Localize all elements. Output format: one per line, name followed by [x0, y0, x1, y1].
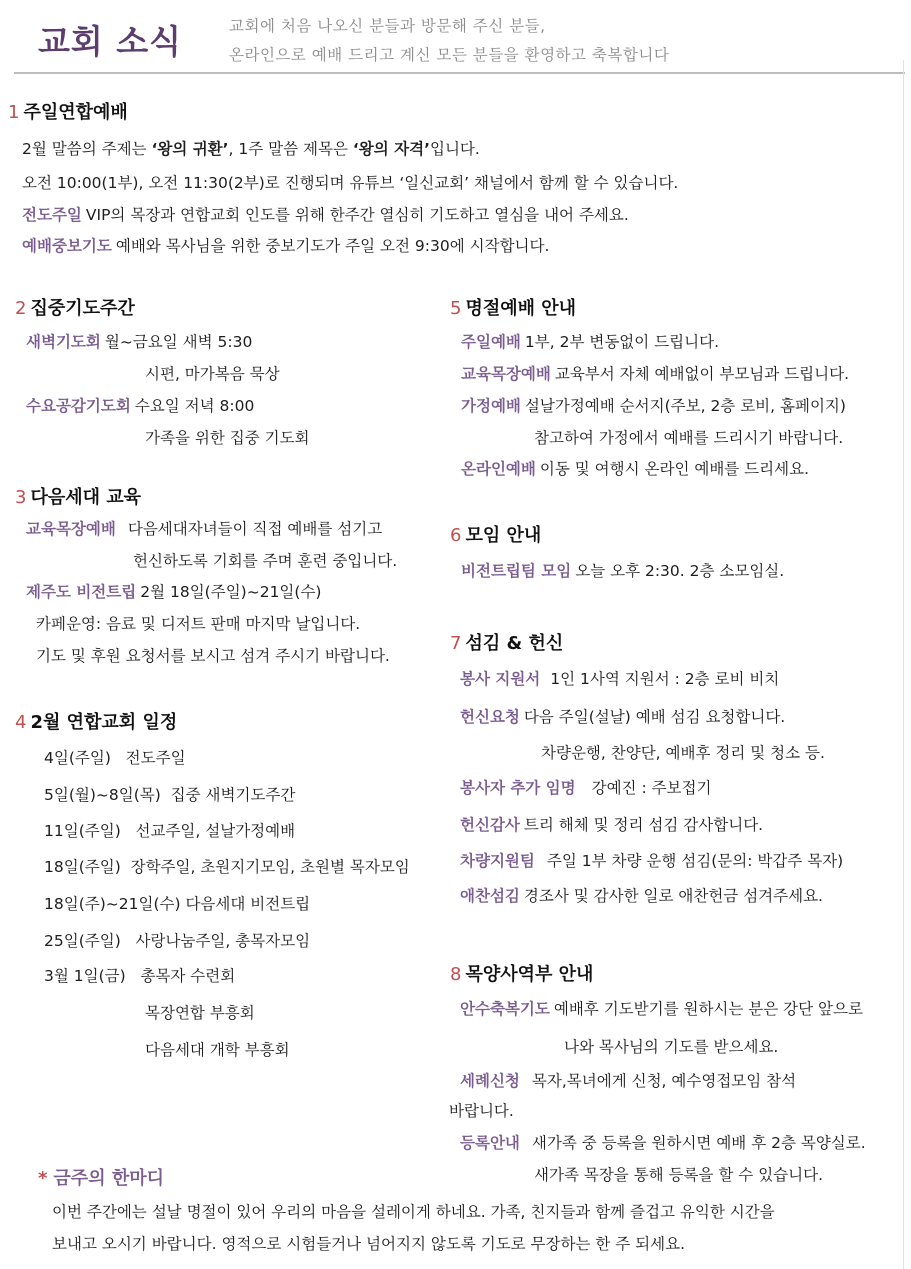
item-text: VIP의 목장과 연합교회 인도를 위해 한주간 열심히 기도하고 열심을 내어 주세요.	[85, 206, 629, 224]
section-5-heading	[450, 294, 576, 320]
text: , 1주 말씀 제목은	[228, 140, 353, 158]
s2-item-2-sub: 가족을 위한 집중 기도회	[145, 429, 310, 447]
section-3-heading	[15, 483, 141, 509]
item-text: 강예진 : 주보접기	[591, 779, 712, 797]
item-text: 1부, 2부 변동없이 드립니다.	[524, 333, 719, 351]
list-item: 18일(주)~21일(수) 다음세대 비전트립	[44, 895, 311, 913]
section-title: 모임 안내	[465, 525, 542, 546]
s1-prayer-line	[22, 234, 549, 256]
list-item: 3월 1일(금) 총목자 수련회	[44, 967, 236, 985]
list-item: 25일(주일) 사랑나눔주일, 총목자모임	[44, 932, 311, 950]
list-item-sub: 다음세대 개학 부흥회	[145, 1041, 290, 1059]
section-title: 섬김 & 헌신	[465, 633, 564, 654]
s7-item-5	[460, 849, 843, 871]
s8-item-1-sub: 나와 목사님의 기도를 받으세요.	[564, 1038, 779, 1056]
s1-schedule-line: 오전 10:00(1부), 오전 11:30(2부)로 진행되며 유튜브 ‘일신교회’ 채널에서 함께 할 수 있습니다.	[22, 174, 679, 192]
item-key: 새벽기도회	[26, 333, 101, 351]
header-divider	[14, 72, 905, 74]
item-text: 트리 해체 및 정리 섬김 감사합니다.	[523, 816, 764, 834]
sermon-theme: ‘왕의 귀환’	[151, 140, 229, 158]
s6-item-1	[461, 559, 784, 581]
s2-item-1-sub: 시편, 마가복음 묵상	[145, 365, 280, 383]
item-key: 헌신요청	[460, 708, 520, 726]
text: 입니다.	[429, 140, 480, 158]
item-key: 가정예배	[461, 397, 521, 415]
message-title: 금주의 한마디	[53, 1168, 165, 1189]
item-key: 차량지원팀	[460, 852, 535, 870]
item-text: 설날가정예배 순서지(주보, 2층 로비, 홈페이지)	[524, 397, 846, 415]
s3-item-2	[26, 580, 321, 602]
item-text: 이동 및 여행시 온라인 예배를 드리세요.	[539, 460, 810, 478]
item-text: 새가족 중 등록을 원하시면 예배 후 2층 목양실로.	[531, 1134, 866, 1152]
star-icon: *	[38, 1168, 48, 1189]
section-2-heading	[15, 294, 135, 320]
section-7-heading	[450, 629, 563, 655]
section-number: 7	[450, 633, 462, 654]
s8-item-3-sub: 새가족 목장을 통해 등록을 할 수 있습니다.	[534, 1166, 824, 1184]
section-title: 다음세대 교육	[30, 487, 142, 508]
item-text: 1인 1사역 지원서 : 2층 로비 비치	[550, 670, 780, 688]
section-number: 5	[450, 298, 462, 319]
message-line-1: 이번 주간에는 설날 명절이 있어 우리의 마음을 설레이게 하네요. 가족, 친지들과 함께 즐겁고 유익한 시간을	[52, 1203, 775, 1221]
s5-item-2	[461, 362, 849, 384]
section-number: 4	[15, 712, 27, 733]
section-1-heading	[8, 98, 128, 124]
list-item: 11일(주일) 선교주일, 설날가정예배	[44, 822, 296, 840]
item-text: 2월 18일(주일)~21일(수)	[140, 583, 322, 601]
item-key: 애찬섬김	[460, 887, 520, 905]
section-title: 목양사역부 안내	[465, 964, 594, 985]
item-key: 세례신청	[460, 1072, 520, 1090]
s7-item-2	[460, 705, 785, 727]
page-title: 교회 소식	[38, 22, 183, 61]
item-key: 봉사자 추가 임명	[460, 779, 576, 797]
s7-item-3	[460, 776, 712, 798]
s5-item-1	[461, 330, 719, 352]
list-item-sub: 목장연합 부흥회	[145, 1004, 255, 1022]
section-title: 명절예배 안내	[465, 298, 577, 319]
item-text: 다음세대자녀들이 직접 예배를 섬기고	[127, 520, 383, 538]
item-key: 등록안내	[460, 1134, 520, 1152]
s7-item-2-sub: 차량운행, 찬양단, 예배후 정리 및 청소 등.	[541, 744, 825, 762]
item-text: 예배와 목사님을 위한 중보기도가 주일 오전 9:30에 시작합니다.	[115, 237, 550, 255]
message-heading	[38, 1164, 164, 1190]
item-text: 주일 1부 차량 운행 섬김(문의: 박갑주 목자)	[546, 852, 844, 870]
s8-item-1	[460, 997, 863, 1019]
section-number: 6	[450, 525, 462, 546]
item-key: 교육목장예배	[461, 365, 551, 383]
item-text: 목자,목녀에게 신청, 예수영접모임 참석	[531, 1072, 797, 1090]
section-6-heading	[450, 521, 541, 547]
s1-evangelism-line	[22, 203, 629, 225]
text: 2월 말씀의 주제는	[22, 140, 152, 158]
intro-line-1: 교회에 처음 나오신 분들과 방문해 주신 분들,	[229, 17, 546, 35]
item-text: 다음 주일(설날) 예배 섬김 요청합니다.	[523, 708, 786, 726]
s3-item-1-sub: 헌신하도록 기회를 주며 훈련 중입니다.	[133, 552, 398, 570]
item-key: 제주도 비전트립	[26, 583, 137, 601]
item-text: 수요일 저녁 8:00	[134, 397, 255, 415]
item-text: 월~금요일 새벽 5:30	[104, 333, 253, 351]
section-title: 2월 연합교회 일정	[30, 712, 178, 733]
section-title: 집중기도주간	[30, 298, 135, 319]
s3-item-1	[26, 517, 382, 539]
list-item: 4일(주일) 전도주일	[44, 749, 186, 767]
message-line-2: 보내고 오시기 바랍니다. 영적으로 시험들거나 넘어지지 않도록 기도로 무장하는 한 주 되세요.	[52, 1235, 686, 1253]
item-key: 예배중보기도	[22, 237, 112, 255]
s8-item-3	[460, 1131, 866, 1153]
sermon-title: ‘왕의 자격’	[352, 140, 430, 158]
item-text: 교육부서 자체 예배없이 부모님과 드립니다.	[554, 365, 849, 383]
list-item: 18일(주일) 장학주일, 초원지기모임, 초원별 목자모임	[44, 858, 410, 876]
page-edge-line	[903, 60, 904, 1269]
s7-item-6	[460, 884, 823, 906]
section-number: 1	[8, 102, 20, 123]
s2-item-2	[26, 394, 254, 416]
s2-item-1	[26, 330, 252, 352]
section-number: 2	[15, 298, 27, 319]
s7-item-4	[460, 813, 763, 835]
item-text: 예배후 기도받기를 원하시는 분은 강단 앞으로	[553, 1000, 863, 1018]
item-key: 수요공감기도회	[26, 397, 131, 415]
item-key: 봉사 지원서	[460, 670, 541, 688]
list-item: 5일(월)~8일(목) 집중 새벽기도주간	[44, 786, 296, 804]
s3-support-line: 기도 및 후원 요청서를 보시고 섬겨 주시기 바랍니다.	[36, 647, 390, 665]
item-key: 주일예배	[461, 333, 521, 351]
s8-item-2-sub: 바랍니다.	[449, 1102, 514, 1120]
item-text: 경조사 및 감사한 일로 애찬헌금 섬겨주세요.	[523, 887, 823, 905]
s3-cafe-line: 카페운영: 음료 및 디저트 판매 마지막 날입니다.	[36, 615, 361, 633]
s5-item-3	[461, 394, 846, 416]
item-key: 비전트립팀 모임	[461, 562, 572, 580]
section-title: 주일연합예배	[23, 102, 128, 123]
s7-item-1	[460, 667, 779, 689]
s5-item-4	[461, 457, 809, 479]
item-key: 헌신감사	[460, 816, 520, 834]
intro-line-2: 온라인으로 예배 드리고 계신 모든 분들을 환영하고 축복합니다	[229, 46, 670, 64]
item-text: 오늘 오후 2:30. 2층 소모임실.	[575, 562, 785, 580]
item-key: 온라인예배	[461, 460, 536, 478]
s1-theme-line	[22, 137, 480, 159]
s5-item-3-sub: 참고하여 가정에서 예배를 드리시기 바랍니다.	[534, 429, 844, 447]
item-key: 안수축복기도	[460, 1000, 550, 1018]
section-number: 3	[15, 487, 27, 508]
s8-item-2	[460, 1069, 796, 1091]
section-number: 8	[450, 964, 462, 985]
section-4-heading	[15, 708, 177, 734]
item-key: 전도주일	[22, 206, 82, 224]
item-key: 교육목장예배	[26, 520, 116, 538]
section-8-heading	[450, 960, 593, 986]
